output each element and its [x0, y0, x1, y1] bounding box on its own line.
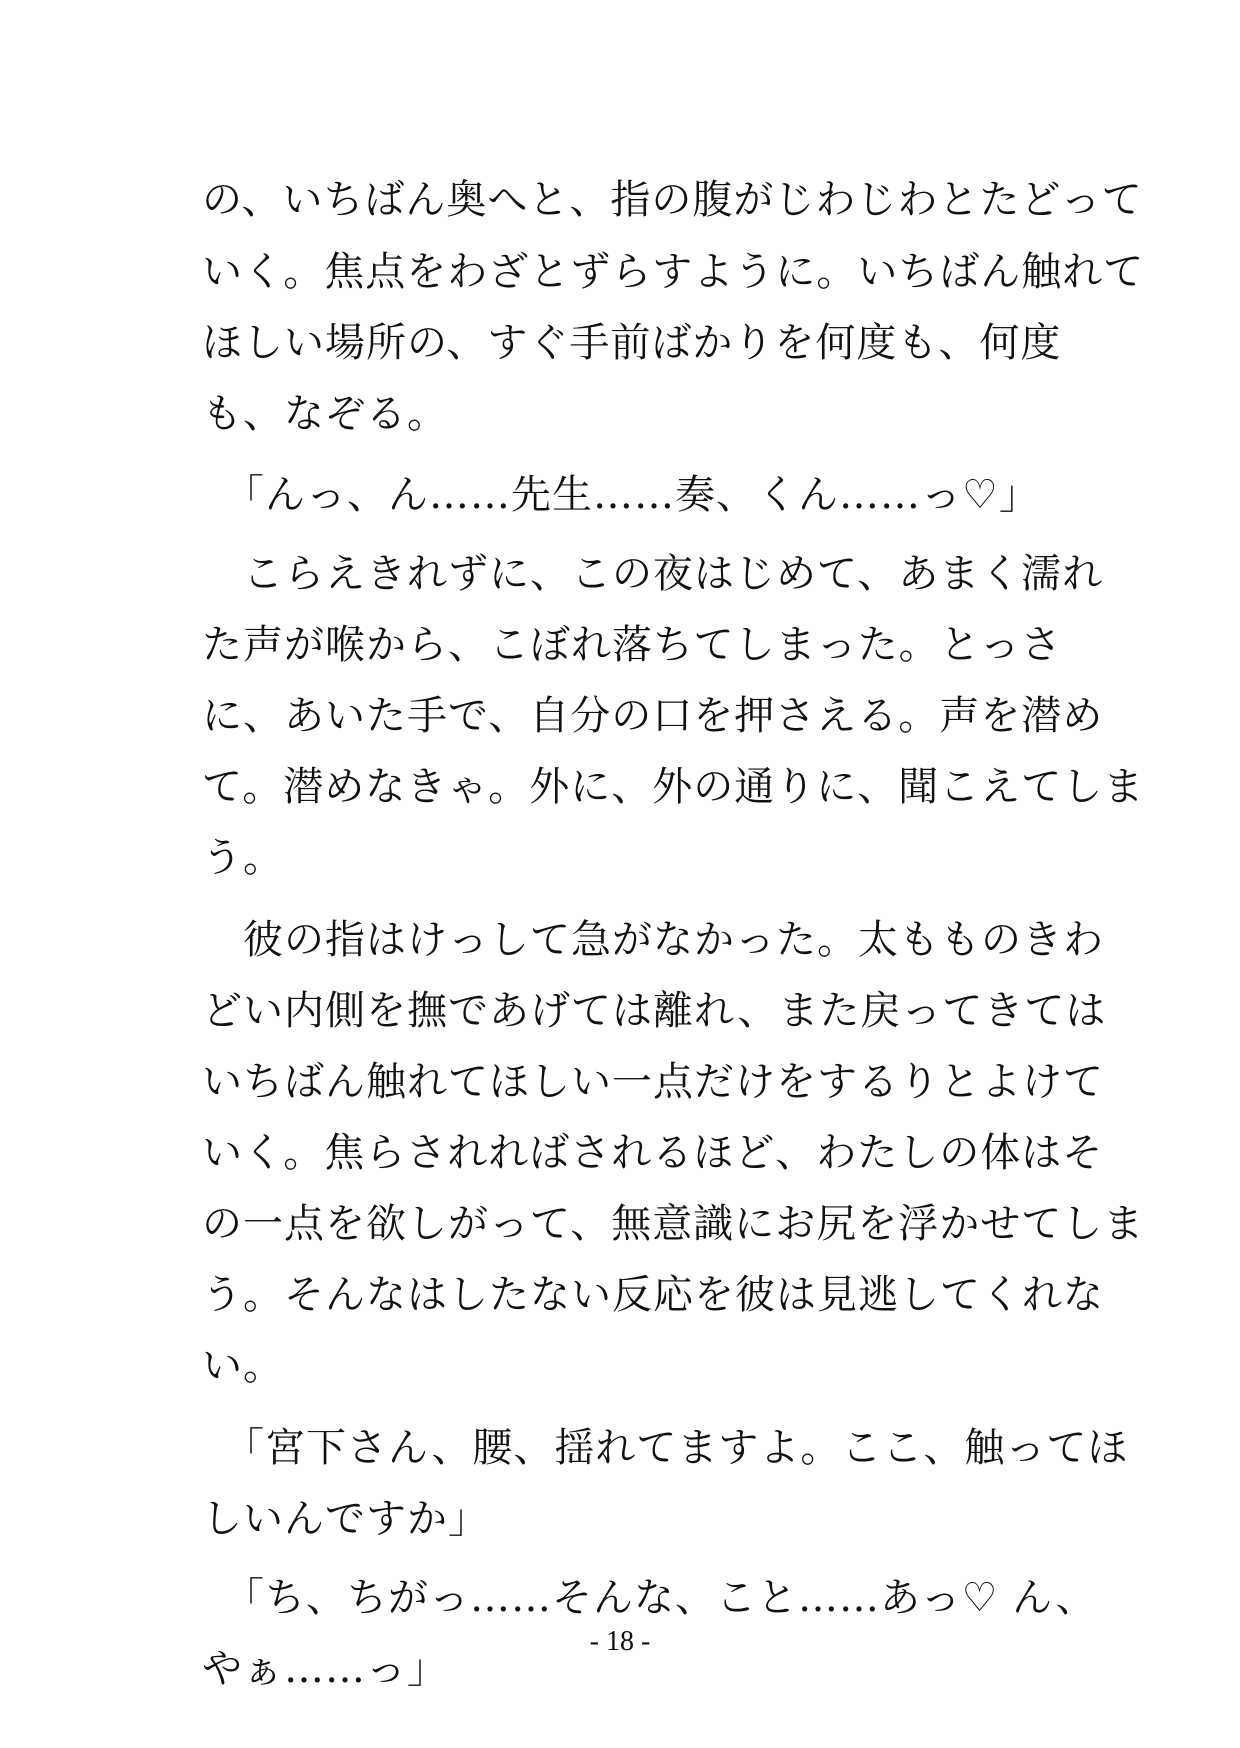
text-line: 彼の指はけっして急がなかった。太もものきわ: [202, 917, 1104, 963]
dialogue-line: 「ち、ちがっ……そんな、こと……あっ♡ ん、: [224, 1575, 1097, 1621]
text-line: う。: [202, 835, 284, 881]
text-line: た声が喉から、こぼれ落ちてしまった。とっさ: [202, 622, 1062, 668]
text-line: の、いちばん奥へと、指の腹がじわじわとたどって: [202, 177, 1143, 223]
text-line: いちばん触れてほしい一点だけをするりとよけて: [202, 1059, 1104, 1105]
dialogue-line: 「んっ、ん……先生……奏、くん……っ♡」: [224, 472, 1040, 518]
text-line: こらえきれずに、この夜はじめて、あまく濡れ: [202, 551, 1104, 597]
text-line: しいんですか」: [202, 1496, 489, 1542]
text-line: いく。焦点をわざとずらすように。いちばん触れて: [202, 249, 1145, 295]
text-line: の一点を欲しがって、無意識にお尻を浮かせてしま: [202, 1201, 1145, 1247]
text-line: て。潜めなきゃ。外に、外の通りに、聞こえてしま: [202, 764, 1145, 810]
text-line: やぁ……っ」: [202, 1646, 448, 1692]
text-line: いく。焦らされればされるほど、わたしの体はそ: [202, 1130, 1104, 1176]
text-line: い。: [202, 1343, 284, 1389]
text-line: どい内側を撫であげては離れ、また戻ってきては: [202, 988, 1107, 1034]
text-line: ほしい場所の、すぐ手前ばかりを何度も、何度: [202, 320, 1062, 366]
text-line: に、あいた手で、自分の口を押さえる。声を潜め: [202, 693, 1104, 739]
dialogue-line: 「宮下さん、腰、揺れてますよ。ここ、触ってほ: [224, 1425, 1129, 1471]
text-line: も、なぞる。: [202, 391, 448, 437]
text-line: う。そんなはしたない反応を彼は見逃してくれな: [202, 1272, 1104, 1318]
page-number: - 18 -: [589, 1626, 651, 1657]
